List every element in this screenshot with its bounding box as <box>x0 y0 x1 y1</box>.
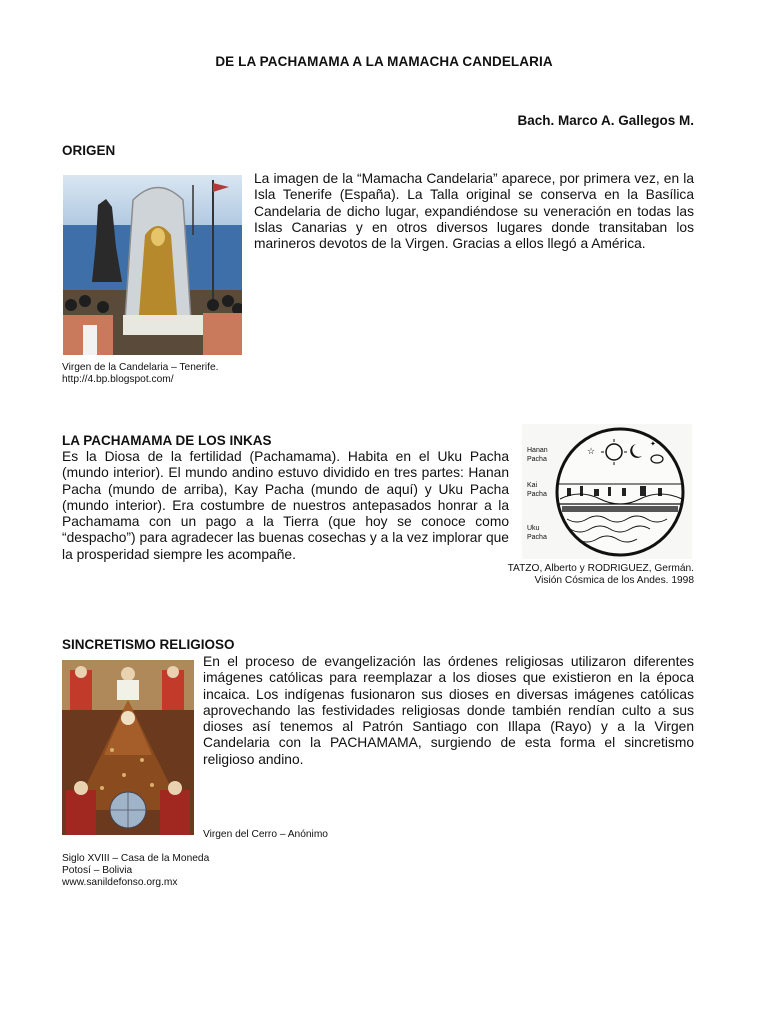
sincretismo-paragraph: En el proceso de evangelización las órdenes religiosas utilizaron diferentes imágenes católicas para reemplazar a los dioses que existieron en la época incaica. Los indígenas fusionaron sus dioses en diversas imágenes católicas aprovechando las festividades religiosas donde también rendían culto a sus dioses así tenemos al Patrón Santiago con Illapa (Rayo) y a la Virgen Candelaria con la PACHAMAMA, surgiendo de esta forma el sincretismo religioso andino. <box>203 654 694 767</box>
document-title: DE LA PACHAMAMA A LA MAMACHA CANDELARIA <box>215 54 553 69</box>
label-hanan-1: Hanan <box>527 447 548 454</box>
pachamama-caption-line2: Visión Cósmica de los Andes. 1998 <box>534 575 694 586</box>
sincretismo-painting-title: Virgen del Cerro – Anónimo <box>203 829 328 840</box>
section-heading-origen: ORIGEN <box>62 143 116 158</box>
sincretismo-caption-line1: Siglo XVIII – Casa de la Moneda <box>62 853 210 864</box>
section-heading-sincretismo: SINCRETISMO RELIGIOSO <box>62 637 235 652</box>
label-uku-2: Pacha <box>527 534 547 541</box>
section-heading-pachamama: LA PACHAMAMA DE LOS INKAS <box>62 433 272 448</box>
sincretismo-caption <box>62 853 209 889</box>
origen-caption <box>62 362 219 386</box>
candelaria-photo <box>63 175 242 355</box>
label-uku-1: Uku <box>527 525 540 532</box>
origen-paragraph: La imagen de la “Mamacha Candelaria” aparece, por primera vez, en la Isla Tenerife (España). La Talla original se conserva en la Basílica Candelaria de dicho lugar, expandiéndose su veneración en todas las Islas Canarias y en otros diversos lugares donde transitaban los marineros devotos de la Virgen. Gracias a ellos llegó a América. <box>254 171 694 252</box>
author-name: Bach. Marco A. Gallegos M. <box>517 113 694 128</box>
origen-caption-line2: http://4.bp.blogspot.com/ <box>62 374 174 385</box>
sincretismo-caption-line2: Potosí – Bolivia <box>62 865 133 876</box>
andean-cosmos-diagram <box>522 424 692 559</box>
sincretismo-caption-line3: www.sanildefonso.org.mx <box>62 877 178 888</box>
origen-caption-line1: Virgen de la Candelaria – Tenerife. <box>62 362 219 373</box>
pachamama-paragraph: Es la Diosa de la fertilidad (Pachamama). Habita en el Uku Pacha (mundo interior). El mundo andino estuvo dividido en tres partes: Hanan Pacha (mundo de arriba), Kay Pacha (mundo de aquí) y Uku Pacha (mundo interior). Era costumbre de nuestros antepasados honrar a la Pachamama con un pago a la Tierra (que hoy se conoce como “despacho”) para agradecer las buenas cosechas y a la vez implorar que la prosperidad siempre les acompañe. <box>62 449 509 562</box>
label-kai-2: Pacha <box>527 491 547 498</box>
svg-text:✦: ✦ <box>650 441 656 448</box>
label-hanan-2: Pacha <box>527 456 547 463</box>
pachamama-caption-line1: TATZO, Alberto y RODRIGUEZ, Germán. <box>507 563 694 574</box>
pachamama-caption <box>508 563 694 587</box>
virgen-del-cerro-painting <box>62 660 194 835</box>
svg-text:☆: ☆ <box>587 446 596 456</box>
label-kai-1: Kai <box>527 482 538 489</box>
